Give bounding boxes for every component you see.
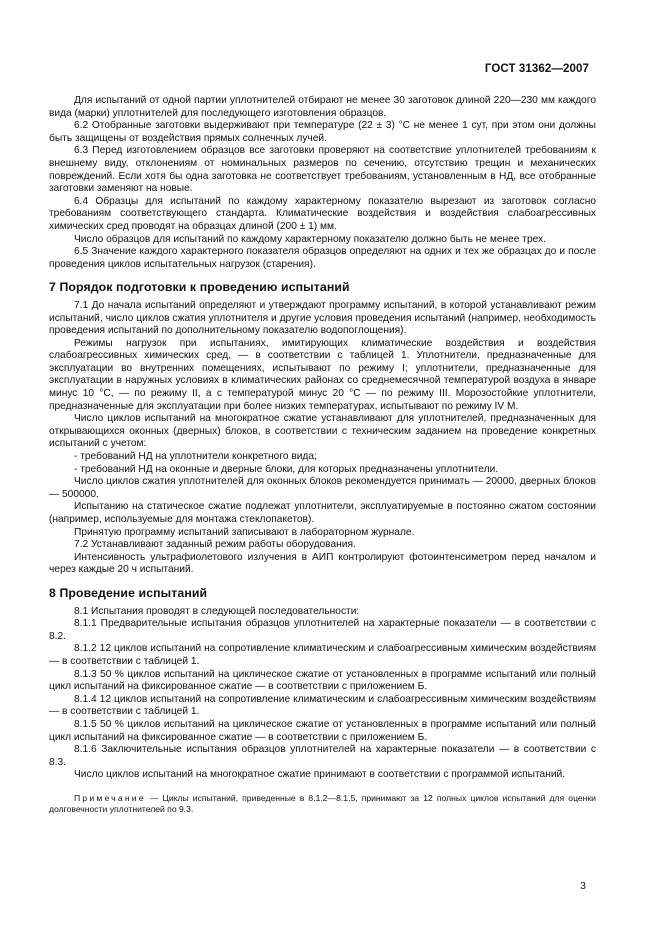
paragraph: Число образцов для испытаний по каждому характерному показателю должно быть не менее трех.	[74, 233, 546, 245]
list-item: - требований НД на оконные и дверные блоки, для которых предназначены уплотнители.	[74, 463, 499, 475]
paragraph: 7.1 До начала испытаний определяют и утверждают программу испытаний, в которой устанавливают режим испытаний, число циклов сжатия уплотнителя и другие условия проведения испытаний (например, необходимость проведения испытаний по дополнительному показателю водопоглощения).	[49, 299, 596, 337]
note-text: — Циклы испытаний, приведенные в 8.1.2—8.1.5, принимают за 12 полных циклов испытаний для оценки долговечности уплотнителей по 9.3.	[49, 792, 596, 814]
section-7-heading: 7 Порядок подготовки к проведению испытаний	[49, 280, 350, 295]
paragraph: 8.1.1 Предварительные испытания образцов уплотнителей на характерные показатели — в соответствии с 8.2.	[49, 618, 596, 642]
paragraph: Принятую программу испытаний записывают в лабораторном журнале.	[74, 526, 415, 538]
paragraph: 8.1 Испытания проводят в следующей последовательности:	[74, 605, 360, 617]
paragraph: 6.3 Перед изготовлением образцов все заготовки проверяют на соответствие уплотнителей требованиям к внешнему виду, отклонениям от номинальных размеров по сечению, отсутствию трещин и механических повреждений. Если хотя бы одна заготовка не соответствует требованиям, установленным в НД, все отобранные заготовки заменяют на новые.	[49, 145, 596, 195]
paragraph: 8.1.4 12 циклов испытаний на сопротивление климатическим и слабоагрессивным химическим воздействиям — в соответствии с таблицей 1.	[49, 693, 596, 718]
paragraph: Интенсивность ультрафиолетового излучения в АИП контролируют фотоинтенсиметром перед началом и через каждые 20 ч испытаний.	[49, 551, 596, 576]
paragraph: 8.1.3 50 % циклов испытаний на циклическое сжатие от установленных в программе испытаний или полный цикл испытаний на фиксированное сжатие — в соответствии с приложением Б.	[49, 668, 596, 693]
paragraph: 7.2 Устанавливают заданный режим работы оборудования.	[74, 539, 356, 551]
paragraph: Число циклов испытаний на многократное сжатие принимают в соответствии с программой испытаний.	[74, 769, 566, 781]
list-item: - требований НД на уплотнители конкретного вида;	[74, 451, 317, 463]
page-number: 3	[580, 880, 586, 892]
paragraph: 8.1.2 12 циклов испытаний на сопротивление климатическим и слабоагрессивным химическим воздействиям — в соответствии с таблицей 1.	[49, 643, 596, 667]
doc-code: ГОСТ 31362—2007	[484, 63, 589, 75]
paragraph: 8.1.5 50 % циклов испытаний на циклическое сжатие от установленных в программе испытаний или полный цикл испытаний на фиксированное сжатие — в соответствии с приложением Б.	[49, 718, 596, 743]
paragraph: Для испытаний от одной партии уплотнителей отбирают не менее 30 заготовок длиной 220—230 мм каждого вида (марки) уплотнителей для последующего изготовления образцов.	[49, 95, 596, 119]
paragraph: 8.1.6 Заключительные испытания образцов уплотнителей на характерные показатели — в соответствии с 8.3.	[49, 744, 596, 768]
paragraph: Режимы нагрузок при испытаниях, имитирующих климатические воздействия и воздействия слабоагрессивных химических сред, — в соответствии с таблицей 1. Уплотнители, предназначенные для эксплуатации во внутренних помещениях, испытывают по режиму I; уплотнители, предназначенные для эксплуатации в наружных условиях в климатических районах со среднемесячной температурой воздуха в январе минус 10 °С, — по режиму II, а с температурой минус 20 °С — по режиму III. Морозостойкие уплотнители, предназначенные для эксплуатации при более низких температурах, испытывают по режиму IV М.	[49, 337, 596, 412]
paragraph: Число циклов сжатия уплотнителей для оконных блоков рекомендуется принимать — 20000, дверных блоков — 500000.	[49, 476, 596, 500]
paragraph: Число циклов испытаний на многократное сжатие устанавливают для уплотнителей, предназначенных для открывающихся оконных (дверных) блоков, в соответствии с техническим заданием на проведение конкретных испытаний с учетом:	[49, 413, 596, 450]
paragraph: 6.2 Отобранные заготовки выдерживают при температуре (22 ± 3) °С не менее 1 сут, при этом они должны быть защищены от воздействия прямых солнечных лучей.	[49, 120, 596, 144]
paragraph: 6.5 Значение каждого характерного показателя образцов определяют на одних и тех же образцах до и после проведения циклов испытательных нагрузок (старения).	[49, 246, 596, 270]
paragraph: 6.4 Образцы для испытаний по каждому характерному показателю вырезают из заготовок согласно требованиям соответствующего стандарта. Климатические воздействия и воздействия слабоагрессивных химических сред проводят на образцах длиной (200 ± 1) мм.	[49, 195, 596, 232]
document-body	[49, 95, 596, 815]
note	[49, 793, 596, 815]
paragraph: Испытанию на статическое сжатие подлежат уплотнители, эксплуатируемые в постоянно сжатом состоянии (например, используемые для монтажа стеклопакетов).	[49, 501, 596, 525]
note-label: Примечание	[74, 792, 146, 803]
section-8-heading: 8 Проведение испытаний	[49, 585, 208, 600]
